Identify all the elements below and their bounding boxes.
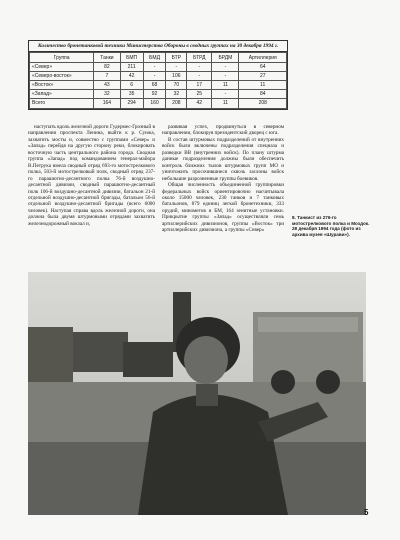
table-cell: - bbox=[212, 62, 239, 71]
table-cell: 92 bbox=[143, 90, 166, 99]
table-cell: 294 bbox=[120, 99, 143, 108]
table-row bbox=[30, 99, 287, 108]
tankman-photo bbox=[28, 272, 369, 517]
table-cell: 11 bbox=[212, 99, 239, 108]
table-cell: - bbox=[212, 71, 239, 80]
armor-table bbox=[29, 52, 287, 108]
table-header-cell: БТРД bbox=[187, 53, 212, 62]
table-cell: 25 bbox=[187, 90, 212, 99]
table-row bbox=[30, 62, 287, 71]
table-cell: 43 bbox=[94, 80, 120, 89]
armor-table-block bbox=[28, 40, 288, 110]
table-row bbox=[30, 90, 287, 99]
table-cell: 68 bbox=[143, 80, 166, 89]
table-cell: «Запад» bbox=[30, 90, 94, 99]
table-cell: 211 bbox=[120, 62, 143, 71]
table-cell: 64 bbox=[239, 62, 287, 71]
table-header-cell: Артиллерия bbox=[239, 53, 287, 62]
table-header-row bbox=[30, 53, 287, 62]
paragraph: Общая численность объединенной группировки федеральных войск ориентировочно насчитывала около 15000 человек, 230 танков и 7 танковых батальонов, 879 единиц легкой бронетехники, 333 орудий, минометов и БМ, 164 зенитные установки. Прикрытие группы «Запад» осуществляли семь артиллерийских дивизионов, группы «Восток» три артиллерийских дивизиона, а группы «Север» bbox=[162, 182, 284, 234]
table-cell: 32 bbox=[94, 90, 120, 99]
table-cell: - bbox=[212, 90, 239, 99]
table-cell: 208 bbox=[239, 99, 287, 108]
table-header-cell: БМД bbox=[143, 53, 166, 62]
table-cell: Всего bbox=[30, 99, 94, 108]
table-row bbox=[30, 80, 287, 89]
table-cell: 70 bbox=[166, 80, 187, 89]
table-body bbox=[30, 62, 287, 108]
table-cell: 11 bbox=[212, 80, 239, 89]
table-header-cell: Танки bbox=[94, 53, 120, 62]
table-cell: «Север» bbox=[30, 62, 94, 71]
table-header-cell: БТР bbox=[166, 53, 187, 62]
table-cell: - bbox=[166, 62, 187, 71]
table-cell: 42 bbox=[120, 71, 143, 80]
table-cell: 160 bbox=[143, 99, 166, 108]
photo-illustration bbox=[28, 272, 369, 517]
table-cell: 42 bbox=[187, 99, 212, 108]
table-cell: 82 bbox=[94, 62, 120, 71]
table-cell: - bbox=[143, 71, 166, 80]
table-cell: 84 bbox=[239, 90, 287, 99]
table-cell: 27 bbox=[239, 71, 287, 80]
page-number: 5 bbox=[364, 508, 369, 517]
table-cell: 208 bbox=[166, 99, 187, 108]
table-cell: - bbox=[187, 71, 212, 80]
table-cell: 6 bbox=[120, 80, 143, 89]
text-column-left bbox=[28, 124, 155, 227]
table-header-cell: Группа bbox=[30, 53, 94, 62]
table-cell: 17 bbox=[187, 80, 212, 89]
photo-caption: 8. Танкист из 276-го мотострелкового полка и Моздок. 28 декабря 1994 года (фото из архива музея «Шурави»). bbox=[292, 215, 370, 238]
paragraph: наступать вдоль железной дороги Гудермес-Грозный в направлении проспекта Ленина, выйти к р. Сунжа, захватить мосты и, совместно с группами «Север» и «Запад» перейдя на другую сторону реки, блокировать восточную часть центрального района города. Сводная группа «Запад» под командованием генерал-майора В.Петрука имела сводный отряд 693-го мотострелкового полка, 503-й мотострелковый полк, сводный отряд 237-го парашютно-десантного полка 76-й воздушно-десантной дивизии, сводный парашютно-десантный полк 106-й воздушно-десантной дивизии, батальон 21-й отдельной воздушно-десантной бригады, батальон 56-й отдельной воздушно-десантной бригады (всего 6000 человек). Наступая справа вдоль железной дороги, она должна была двумя штурмовыми отрядами захватить железнодорожный вокзал и, bbox=[28, 124, 155, 227]
table-cell: «Северо-восток» bbox=[30, 71, 94, 80]
paragraph: развивая успех, продвинуться в северном направлении, блокируя президентский дворец с юга. bbox=[162, 124, 284, 137]
table-caption: Количество бронетанковой техники Министерства Обороны в сводных группах на 30 декабря 1994 г. bbox=[29, 41, 287, 52]
table-cell: 11 bbox=[239, 80, 287, 89]
table-cell: 164 bbox=[94, 99, 120, 108]
table-cell: 32 bbox=[166, 90, 187, 99]
table-header-cell: БРДМ bbox=[212, 53, 239, 62]
table-cell: «Восток» bbox=[30, 80, 94, 89]
table-row bbox=[30, 71, 287, 80]
table-header-cell: БМП bbox=[120, 53, 143, 62]
table-cell: 106 bbox=[166, 71, 187, 80]
paragraph: В состав штурмовых подразделений от внутренних войск были включены подразделения спецназа и разведки ВВ (внутренних войск). По плану штурма данные подразделения должны были обеспечить контроль ближних тылов штурмовых групп МО и уничтожить просочившиеся сквозь заслоны войск небольшие разрозненные группы боевиков. bbox=[162, 136, 284, 182]
text-column-right bbox=[162, 124, 284, 234]
table-cell: 7 bbox=[94, 71, 120, 80]
table-cell: - bbox=[187, 62, 212, 71]
table-cell: 35 bbox=[120, 90, 143, 99]
table-cell: - bbox=[143, 62, 166, 71]
